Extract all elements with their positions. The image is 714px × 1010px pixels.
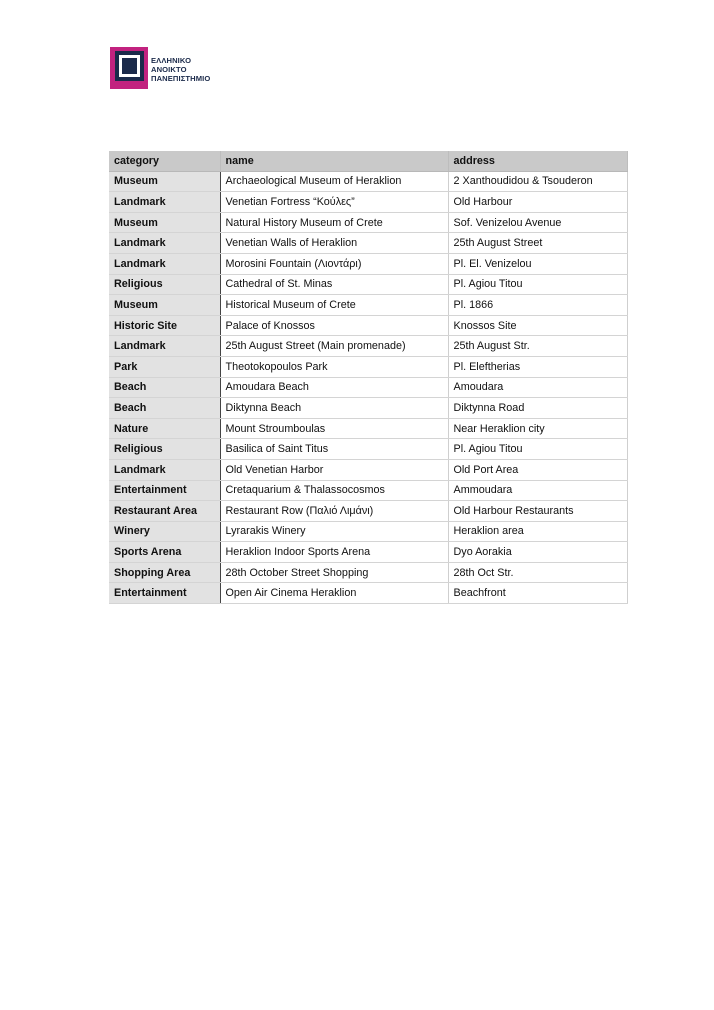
address-cell: Sof. Venizelou Avenue: [448, 212, 627, 233]
table-row: [109, 480, 627, 501]
category-cell: Entertainment: [109, 583, 220, 604]
name-cell: Palace of Knossos: [220, 315, 448, 336]
address-cell: Old Harbour: [448, 192, 627, 213]
header-row: [109, 151, 627, 171]
table-row: [109, 171, 627, 192]
table-row: [109, 295, 627, 316]
column-header-name: name: [220, 151, 448, 171]
logo-wordmark: [151, 56, 210, 83]
table-row: [109, 356, 627, 377]
name-cell: Lyrarakis Winery: [220, 521, 448, 542]
address-cell: Old Port Area: [448, 459, 627, 480]
name-cell: Cretaquarium & Thalassocosmos: [220, 480, 448, 501]
address-cell: 25th August Str.: [448, 336, 627, 357]
category-cell: Winery: [109, 521, 220, 542]
name-cell: Restaurant Row (Παλιό Λιμάνι): [220, 501, 448, 522]
address-cell: Pl. 1866: [448, 295, 627, 316]
address-cell: Pl. Agiou Titou: [448, 439, 627, 460]
category-cell: Museum: [109, 171, 220, 192]
address-cell: Pl. Agiou Titou: [448, 274, 627, 295]
address-cell: Heraklion area: [448, 521, 627, 542]
table-row: [109, 562, 627, 583]
table-row: [109, 459, 627, 480]
name-cell: Venetian Fortress “Κούλες”: [220, 192, 448, 213]
name-cell: Archaeological Museum of Heraklion: [220, 171, 448, 192]
table-row: [109, 233, 627, 254]
address-cell: Pl. El. Venizelou: [448, 253, 627, 274]
name-cell: Cathedral of St. Minas: [220, 274, 448, 295]
category-cell: Restaurant Area: [109, 501, 220, 522]
table-body: [109, 171, 627, 603]
logo-line: ΕΛΛΗΝΙΚΟ: [151, 56, 192, 65]
table-row: [109, 253, 627, 274]
name-cell: Amoudara Beach: [220, 377, 448, 398]
address-cell: Amoudara: [448, 377, 627, 398]
address-cell: Pl. Eleftherias: [448, 356, 627, 377]
category-cell: Religious: [109, 274, 220, 295]
table-row: [109, 521, 627, 542]
name-cell: Morosini Fountain (Λιοντάρι): [220, 253, 448, 274]
eap-logo-icon: [110, 47, 148, 89]
category-cell: Beach: [109, 377, 220, 398]
table-row: [109, 315, 627, 336]
category-cell: Park: [109, 356, 220, 377]
address-cell: Old Harbour Restaurants: [448, 501, 627, 522]
category-cell: Landmark: [109, 459, 220, 480]
category-cell: Shopping Area: [109, 562, 220, 583]
category-cell: Museum: [109, 212, 220, 233]
name-cell: Mount Stroumboulas: [220, 418, 448, 439]
address-cell: 2 Xanthoudidou & Tsouderon: [448, 171, 627, 192]
name-cell: Historical Museum of Crete: [220, 295, 448, 316]
logo-line: ΑΝΟΙΚΤΟ: [151, 65, 187, 74]
name-cell: Diktynna Beach: [220, 398, 448, 419]
table-row: [109, 274, 627, 295]
category-cell: Entertainment: [109, 480, 220, 501]
address-cell: Diktynna Road: [448, 398, 627, 419]
table-row: [109, 542, 627, 563]
category-cell: Landmark: [109, 336, 220, 357]
column-header-category: category: [109, 151, 220, 171]
table-row: [109, 192, 627, 213]
table-row: [109, 336, 627, 357]
name-cell: 25th August Street (Main promenade): [220, 336, 448, 357]
category-cell: Beach: [109, 398, 220, 419]
name-cell: Old Venetian Harbor: [220, 459, 448, 480]
name-cell: Venetian Walls of Heraklion: [220, 233, 448, 254]
name-cell: Basilica of Saint Titus: [220, 439, 448, 460]
table-row: [109, 439, 627, 460]
table-row: [109, 377, 627, 398]
name-cell: 28th October Street Shopping: [220, 562, 448, 583]
name-cell: Open Air Cinema Heraklion: [220, 583, 448, 604]
category-cell: Sports Arena: [109, 542, 220, 563]
category-cell: Museum: [109, 295, 220, 316]
category-cell: Religious: [109, 439, 220, 460]
table-row: [109, 501, 627, 522]
table-row: [109, 418, 627, 439]
address-cell: Ammoudara: [448, 480, 627, 501]
table-row: [109, 583, 627, 604]
points-of-interest-table: [109, 151, 628, 604]
address-cell: Beachfront: [448, 583, 627, 604]
address-cell: Near Heraklion city: [448, 418, 627, 439]
address-cell: Dyo Aorakia: [448, 542, 627, 563]
table-row: [109, 398, 627, 419]
logo-line: ΠΑΝΕΠΙΣΤΗΜΙΟ: [151, 74, 211, 83]
column-header-address: address: [448, 151, 627, 171]
address-cell: 28th Oct Str.: [448, 562, 627, 583]
category-cell: Nature: [109, 418, 220, 439]
category-cell: Landmark: [109, 192, 220, 213]
category-cell: Landmark: [109, 253, 220, 274]
address-cell: 25th August Street: [448, 233, 627, 254]
category-cell: Landmark: [109, 233, 220, 254]
name-cell: Heraklion Indoor Sports Arena: [220, 542, 448, 563]
address-cell: Knossos Site: [448, 315, 627, 336]
table-row: [109, 212, 627, 233]
category-cell: Historic Site: [109, 315, 220, 336]
name-cell: Natural History Museum of Crete: [220, 212, 448, 233]
name-cell: Theotokopoulos Park: [220, 356, 448, 377]
university-logo: [110, 47, 230, 91]
